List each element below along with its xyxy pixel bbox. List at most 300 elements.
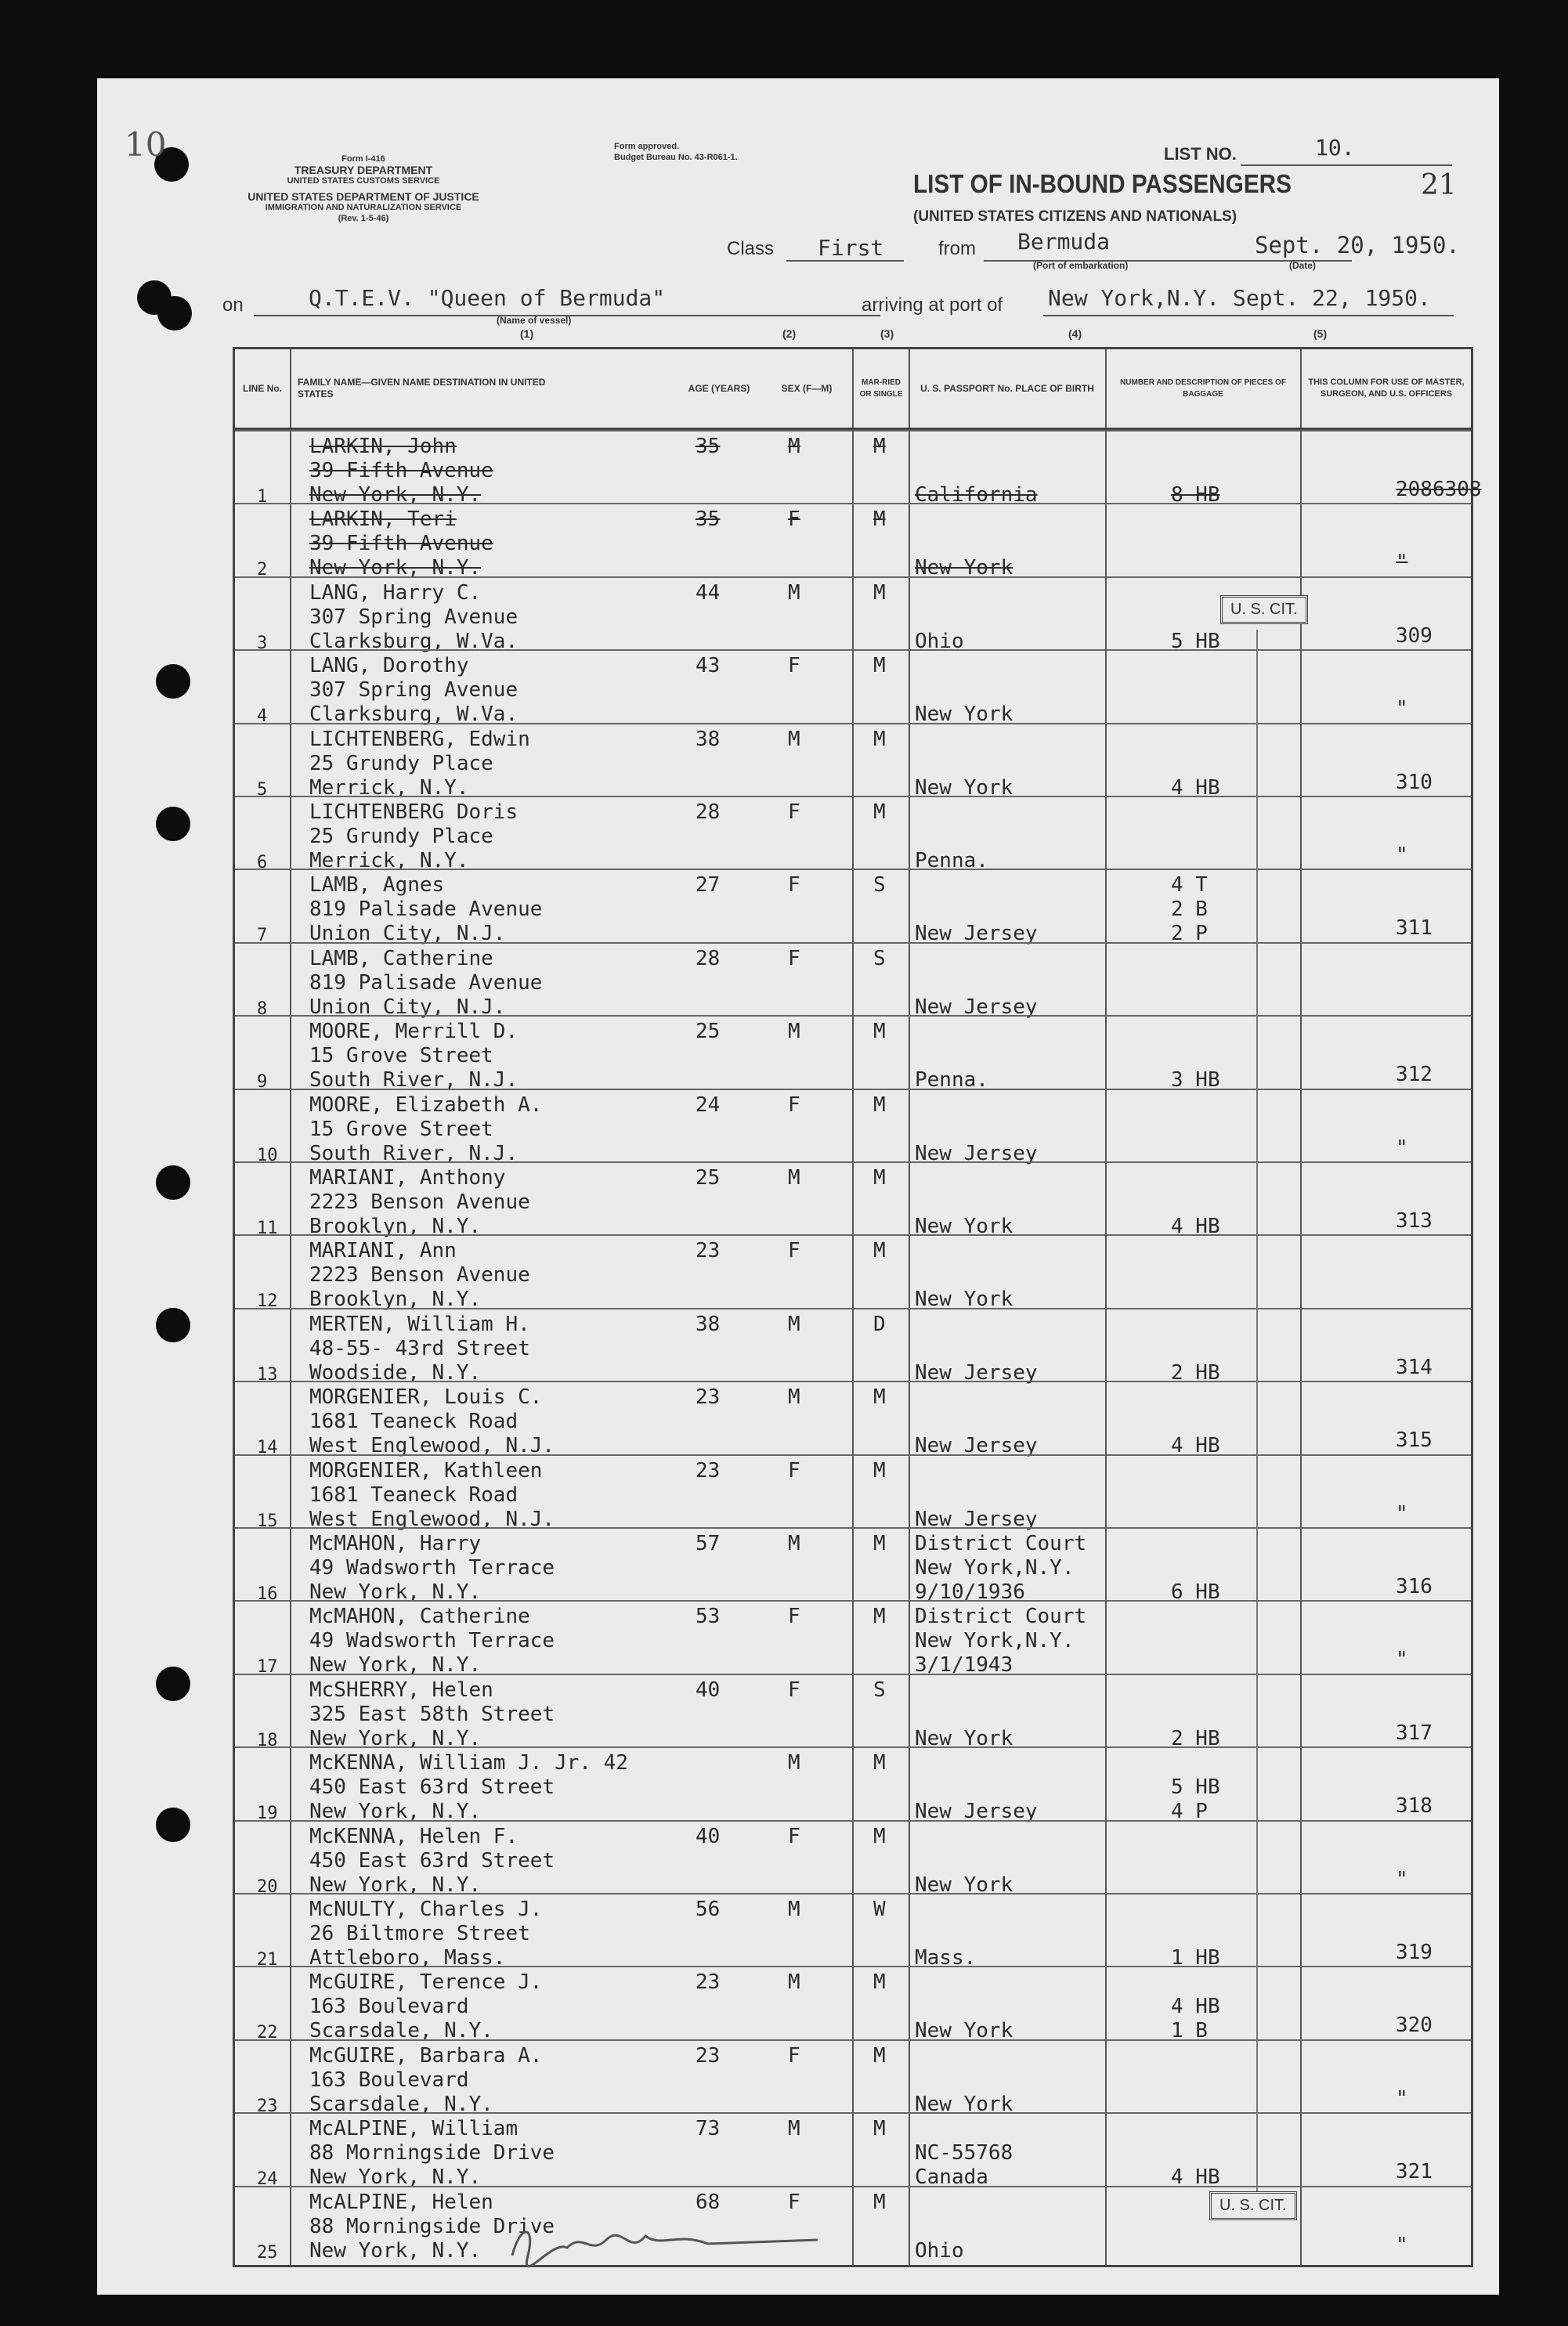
binder-hole [156, 664, 190, 699]
line-number: 14 [257, 1438, 278, 1458]
place-of-birth: New York [915, 702, 1013, 727]
address-street: 25 Grundy Place [309, 751, 493, 775]
passenger-name: LARKIN, John [309, 435, 457, 458]
address-street: 48-55- 43rd Street [309, 1336, 530, 1360]
binder-hole [156, 1808, 190, 1842]
officer-entry: " [1396, 1136, 1408, 1160]
col-num-5: (5) [1313, 327, 1328, 340]
line-number: 24 [257, 2169, 278, 2190]
departure-date: Sept. 20, 1950. [1255, 232, 1460, 258]
binder-hole [156, 807, 190, 841]
place-of-birth: New Jersey [915, 995, 1038, 1019]
line-number: 16 [257, 1584, 278, 1604]
treasury-dept: TREASURY DEPARTMENT [294, 164, 433, 176]
line-number: 9 [257, 1072, 268, 1093]
place-of-birth: New Jersey [915, 922, 1038, 946]
officer-entry: 312 [1396, 1063, 1433, 1087]
age: 35 [695, 435, 721, 458]
place-of-birth: Penna. [915, 1068, 988, 1093]
marital-status: M [873, 2117, 886, 2141]
sex: M [788, 435, 800, 458]
passenger-name: McKENNA, Helen F. [309, 1824, 518, 1848]
marital-status: M [873, 2190, 886, 2214]
sex: M [788, 1970, 800, 1995]
list-no-rule [1241, 164, 1452, 166]
table-row [235, 1161, 1471, 1236]
address-street: 88 Morningside Drive [309, 2141, 555, 2165]
marital-status: M [873, 580, 886, 605]
passport-line1: District Court [915, 1605, 1087, 1629]
port-embark-caption: (Port of embarkation) [1033, 260, 1129, 271]
officer-entry: 319 [1396, 1941, 1433, 1964]
address-city: Merrick, N.Y. [309, 849, 469, 872]
col-num-3: (3) [880, 327, 894, 340]
address-city: New York, N.Y. [309, 1873, 482, 1897]
address-street: 15 Grove Street [309, 1044, 493, 1068]
age: 38 [695, 1312, 721, 1336]
justice-dept: UNITED STATES DEPARTMENT OF JUSTICE [247, 190, 479, 203]
line-number: 22 [257, 2023, 278, 2043]
line-number: 6 [257, 853, 268, 872]
line-number: 4 [257, 706, 268, 727]
address-city: West Englewood, N.J. [309, 1434, 555, 1458]
line-number: 15 [257, 1511, 278, 1531]
officer-entry: " [1396, 697, 1408, 721]
sex: M [788, 1751, 800, 1775]
table-row [235, 1893, 1471, 1970]
officer-entry: 310 [1396, 770, 1433, 794]
passenger-name: McALPINE, Helen [309, 2190, 493, 2214]
marital-status: M [873, 800, 886, 824]
baggage-line3: 4 HB [1171, 1215, 1220, 1238]
sex: M [788, 1385, 800, 1410]
place-of-birth: New York [915, 556, 1013, 580]
baggage-line3: 2 HB [1171, 1360, 1220, 1385]
address-street: 39 Fifth Avenue [309, 532, 493, 556]
address-street: 49 Wadsworth Terrace [309, 1629, 555, 1653]
line-number: 8 [257, 999, 268, 1019]
sex: M [788, 1532, 800, 1555]
col-name: FAMILY NAME—GIVEN NAME DESTINATION IN UNITED STATES [298, 377, 546, 399]
address-city: New York, N.Y. [309, 2238, 482, 2263]
place-of-birth: New York [915, 1726, 1013, 1750]
binder-hole [157, 296, 192, 330]
baggage-line3: 2 P [1171, 922, 1208, 946]
marital-status: M [873, 1385, 886, 1410]
place-of-birth: New York [915, 2092, 1013, 2116]
baggage-line2: 5 HB [1171, 1775, 1220, 1800]
address-city: West Englewood, N.J. [309, 1507, 555, 1531]
address-street: 2223 Benson Avenue [309, 1263, 530, 1288]
officer-entry: 313 [1396, 1209, 1433, 1233]
place-of-birth: Ohio [915, 629, 964, 653]
age: 23 [695, 1385, 721, 1410]
class-value: First [818, 235, 884, 261]
sex: M [788, 1312, 800, 1336]
baggage-line3: 2 HB [1171, 1726, 1220, 1750]
marital-status: M [873, 1532, 886, 1555]
list-no-label: LIST NO. [1164, 144, 1237, 164]
col-married: MAR-RIED OR SINGLE [859, 378, 903, 399]
sex: F [788, 1093, 800, 1117]
arriving-label: arriving at port of [862, 294, 1003, 316]
signature [504, 2209, 833, 2271]
address-city: New York, N.Y. [309, 1726, 482, 1750]
table-row [235, 430, 1482, 507]
marital-status: M [873, 1605, 886, 1629]
passport-line2: NC-55768 [915, 2141, 1013, 2165]
sex: M [788, 2117, 800, 2141]
address-street: 307 Spring Avenue [309, 678, 518, 702]
col-line-no: LINE No. [243, 382, 282, 394]
address-city: Clarksburg, W.Va. [309, 702, 518, 727]
baggage-line3: 3 HB [1171, 1068, 1220, 1093]
line-number: 1 [257, 487, 268, 507]
age: 44 [695, 580, 721, 605]
baggage-line1: 4 T [1171, 873, 1208, 898]
binder-hole [156, 1308, 190, 1342]
budget-bureau: Budget Bureau No. 43-R061-1. [614, 153, 738, 162]
agency-block [230, 154, 497, 224]
line-number: 12 [257, 1291, 278, 1312]
list-no-value: 10. [1315, 135, 1355, 161]
ins-service: IMMIGRATION AND NATURALIZATION SERVICE [265, 203, 462, 212]
age: 53 [695, 1605, 721, 1629]
sex: F [788, 873, 800, 898]
sex: F [788, 507, 800, 532]
form-approved: Form approved. [614, 142, 680, 151]
age: 25 [695, 1020, 721, 1044]
marital-status: D [873, 1312, 886, 1336]
sex: F [788, 1605, 800, 1629]
address-city: Brooklyn, N.Y. [309, 1288, 482, 1312]
address-street: 2223 Benson Avenue [309, 1190, 530, 1214]
address-city: South River, N.J. [309, 1068, 518, 1093]
passenger-name: MORGENIER, Louis C. [309, 1385, 543, 1410]
sex: F [788, 1678, 800, 1702]
place-of-birth: New York [915, 1288, 1013, 1312]
table-row [235, 1746, 1471, 1824]
line-number: 21 [257, 1950, 278, 1970]
manifest-page [97, 78, 1499, 2295]
table-row [235, 942, 1471, 1017]
age: 35 [695, 507, 721, 532]
age: 27 [695, 873, 721, 898]
passenger-name: MARIANI, Anthony [309, 1166, 506, 1190]
passport-line2: New York,N.Y. [915, 1556, 1075, 1580]
line-number: 25 [257, 2242, 278, 2263]
passenger-name: MOORE, Merrill D. [309, 1020, 518, 1044]
officer-entry: 309 [1396, 623, 1433, 648]
officer-entry: 2086308 [1396, 478, 1482, 501]
marital-status: M [873, 435, 886, 458]
baggage-line3: 1 HB [1171, 1946, 1220, 1970]
address-city: Scarsdale, N.Y. [309, 2019, 493, 2043]
place-of-birth: New Jersey [915, 1360, 1038, 1385]
customs-service: UNITED STATES CUSTOMS SERVICE [287, 176, 440, 186]
address-city: Union City, N.J. [309, 995, 506, 1019]
age: 40 [695, 1824, 721, 1848]
passport-line2: New York,N.Y. [915, 1629, 1075, 1653]
address-city: Woodside, N.Y. [309, 1360, 482, 1385]
address-city: Merrick, N.Y. [309, 775, 469, 800]
address-street: 26 Biltmore Street [309, 1922, 530, 1945]
budget-block [614, 141, 738, 163]
passenger-name: McMAHON, Catherine [309, 1605, 530, 1629]
sex: F [788, 1458, 800, 1483]
marital-status: S [873, 1678, 886, 1702]
place-of-birth: New York [915, 1873, 1013, 1897]
officer-entry: 320 [1396, 2014, 1433, 2038]
age: 57 [695, 1532, 721, 1555]
place-of-birth: California [915, 483, 1038, 507]
table-row [235, 1381, 1471, 1458]
line-number: 20 [257, 1876, 278, 1897]
baggage-line3: 5 HB [1171, 629, 1220, 653]
passenger-name: McKENNA, William J. Jr. 42 [309, 1751, 628, 1775]
place-of-birth: 3/1/1943 [915, 1653, 1013, 1678]
address-city: South River, N.J. [309, 1141, 518, 1165]
vessel-caption: (Name of vessel) [497, 315, 572, 326]
marital-status: S [873, 946, 886, 970]
passenger-name: MOORE, Elizabeth A. [309, 1093, 543, 1117]
table-row [235, 2112, 1471, 2190]
officer-entry: " [1396, 843, 1408, 867]
sex: F [788, 800, 800, 824]
place-of-birth: New York [915, 2019, 1013, 2043]
table-row [235, 1966, 1471, 2043]
passenger-name: McALPINE, William [309, 2117, 518, 2141]
passenger-table [233, 347, 1482, 2267]
margin-note: 10 [125, 125, 167, 164]
line-number: 19 [257, 1804, 278, 1824]
col-baggage: NUMBER AND DESCRIPTION OF PIECES OF BAGGAGE [1120, 378, 1286, 399]
page-number: 21 [1421, 169, 1457, 201]
baggage-line2: 4 HB [1171, 1995, 1220, 2019]
place-of-birth: Penna. [915, 849, 988, 872]
us-citizen-stamp: U. S. CIT. [1209, 2191, 1297, 2220]
age: 25 [695, 1166, 721, 1190]
sex: M [788, 1020, 800, 1044]
address-street: 88 Morningside Drive [309, 2214, 555, 2238]
marital-status: M [873, 1970, 886, 1995]
passenger-name: LAMB, Agnes [309, 873, 445, 898]
line-number: 23 [257, 2096, 278, 2116]
col-age: AGE (YEARS) [688, 382, 750, 394]
us-citizen-stamp: U. S. CIT. [1220, 595, 1308, 624]
table-row [235, 503, 1471, 580]
address-street: 819 Palisade Avenue [309, 970, 543, 995]
address-street: 15 Grove Street [309, 1117, 493, 1141]
place-of-birth: New Jersey [915, 1507, 1038, 1531]
age: 23 [695, 2043, 721, 2068]
officer-entry: " [1396, 2233, 1408, 2257]
age: 28 [695, 800, 721, 824]
age: 68 [695, 2190, 721, 2214]
sex: M [788, 1166, 800, 1190]
passenger-name: MERTEN, William H. [309, 1312, 530, 1336]
vessel-name: Q.T.E.V. "Queen of Bermuda" [309, 285, 666, 311]
arrival-port-date: New York,N.Y. Sept. 22, 1950. [1048, 285, 1431, 311]
officer-entry: " [1396, 551, 1408, 575]
baggage-line3: 6 HB [1171, 1580, 1220, 1604]
age: 28 [695, 946, 721, 970]
passenger-name: McGUIRE, Barbara A. [309, 2043, 543, 2068]
baggage-line3: 4 HB [1171, 775, 1220, 800]
marital-status: M [873, 654, 886, 678]
marital-status: M [873, 727, 886, 751]
officer-entry: " [1396, 1501, 1408, 1526]
passenger-name: LARKIN, Teri [309, 507, 457, 532]
line-number: 7 [257, 926, 268, 946]
officer-entry: 316 [1396, 1575, 1433, 1598]
passenger-name: LICHTENBERG, Edwin [309, 727, 530, 751]
address-street: 39 Fifth Avenue [309, 459, 493, 482]
address-street: 450 East 63rd Street [309, 1775, 555, 1800]
address-street: 49 Wadsworth Terrace [309, 1556, 555, 1580]
age: 56 [695, 1898, 721, 1921]
marital-status: M [873, 1751, 886, 1775]
place-of-birth: Canada [915, 2165, 988, 2190]
passenger-name: LANG, Dorothy [309, 654, 469, 678]
table-row [235, 1089, 1471, 1163]
officer-entry: 314 [1396, 1355, 1433, 1379]
passenger-name: McNULTY, Charles J. [309, 1898, 543, 1921]
passenger-name: LICHTENBERG Doris [309, 800, 518, 824]
sex: F [788, 2043, 800, 2068]
marital-status: W [873, 1898, 886, 1921]
col-officers: THIS COLUMN FOR USE OF MASTER, SURGEON, AND U.S. OFFICERS [1308, 377, 1465, 399]
table-row [235, 796, 1471, 870]
col-num-1: (1) [520, 327, 534, 340]
place-of-birth: 9/10/1936 [915, 1580, 1025, 1604]
officer-entry: 311 [1396, 916, 1433, 941]
place-of-birth: New York [915, 1215, 1013, 1238]
table-row [235, 1234, 1471, 1312]
table-row [235, 723, 1471, 800]
address-street: 450 East 63rd Street [309, 1848, 555, 1873]
address-city: Union City, N.J. [309, 922, 506, 946]
marital-status: M [873, 1093, 886, 1117]
col-sex: SEX (F—M) [781, 382, 833, 394]
form-number: Form I-416 [341, 154, 385, 164]
passenger-name: McSHERRY, Helen [309, 1678, 493, 1702]
address-city: Attleboro, Mass. [309, 1946, 506, 1970]
place-of-birth: New York [915, 775, 1013, 800]
marital-status: M [873, 1824, 886, 1848]
col-passport: U. S. PASSPORT No. PLACE OF BIRTH [920, 382, 1094, 394]
document-subtitle: (UNITED STATES CITIZENS AND NATIONALS) [913, 208, 1237, 225]
table-row [235, 1308, 1471, 1385]
table-row [235, 1820, 1471, 1897]
table-row [235, 869, 1471, 946]
address-city: Brooklyn, N.Y. [309, 1215, 482, 1238]
address-street: 307 Spring Avenue [309, 605, 518, 629]
place-of-birth: New Jersey [915, 1434, 1038, 1458]
baggage-line3: 4 HB [1171, 2165, 1220, 2190]
passport-line1: District Court [915, 1532, 1087, 1555]
line-number: 3 [257, 633, 268, 653]
baggage-line2: 2 B [1171, 898, 1208, 922]
line-number: 13 [257, 1364, 278, 1385]
table-row [235, 1527, 1471, 1602]
address-street: 163 Boulevard [309, 2068, 469, 2092]
sex: F [788, 946, 800, 970]
document-title: LIST OF IN-BOUND PASSENGERS [913, 169, 1292, 198]
from-value: Bermuda [1017, 229, 1111, 255]
binder-hole [156, 1667, 190, 1701]
age: 43 [695, 654, 721, 678]
sex: F [788, 1824, 800, 1848]
marital-status: M [873, 1239, 886, 1263]
passenger-name: MORGENIER, Kathleen [309, 1458, 543, 1483]
sex: M [788, 1898, 800, 1921]
address-street: 163 Boulevard [309, 1995, 469, 2019]
from-label: from [938, 238, 976, 259]
address-city: New York, N.Y. [309, 1653, 482, 1678]
table-row [235, 1015, 1471, 1093]
sex: M [788, 580, 800, 605]
age: 23 [695, 1458, 721, 1483]
stamp-connector-line [1256, 630, 1258, 2204]
age: 23 [695, 1970, 721, 1995]
line-number: 10 [257, 1145, 278, 1165]
line-number: 17 [257, 1657, 278, 1678]
officer-entry: " [1396, 2086, 1408, 2111]
marital-status: M [873, 1166, 886, 1190]
table-row [235, 1600, 1471, 1678]
officer-entry: 317 [1396, 1721, 1433, 1745]
place-of-birth: Ohio [915, 2238, 964, 2263]
passenger-name: MARIANI, Ann [309, 1239, 457, 1263]
marital-status: M [873, 507, 886, 532]
address-city: New York, N.Y. [309, 483, 482, 507]
arrival-rule [1043, 315, 1454, 316]
officer-entry: " [1396, 1867, 1408, 1891]
age: 73 [695, 2117, 721, 2141]
officer-entry: 315 [1396, 1428, 1433, 1453]
officer-entry: 321 [1396, 2160, 1433, 2184]
address-city: New York, N.Y. [309, 1580, 482, 1604]
officer-entry: 318 [1396, 1794, 1433, 1819]
col-num-2: (2) [782, 327, 797, 340]
age: 23 [695, 1239, 721, 1263]
baggage-line3: 4 HB [1171, 1434, 1220, 1458]
address-street: 325 East 58th Street [309, 1702, 555, 1726]
sex: F [788, 1239, 800, 1263]
place-of-birth: Mass. [915, 1946, 977, 1970]
officer-entry: " [1396, 1648, 1408, 1672]
marital-status: M [873, 1020, 886, 1044]
address-street: 1681 Teaneck Road [309, 1410, 518, 1434]
marital-status: S [873, 873, 886, 898]
baggage-line3: 1 B [1171, 2019, 1208, 2043]
address-street: 25 Grundy Place [309, 825, 493, 848]
sex: M [788, 727, 800, 751]
address-street: 1681 Teaneck Road [309, 1483, 518, 1507]
table-row [235, 1454, 1471, 1529]
age: 38 [695, 727, 721, 751]
line-number: 11 [257, 1219, 278, 1238]
class-label: Class [727, 238, 775, 259]
on-label: on [222, 294, 244, 316]
place-of-birth: New Jersey [915, 1141, 1038, 1165]
marital-status: M [873, 2043, 886, 2068]
revision: (Rev. 1-5-46) [338, 214, 389, 223]
date-caption: (Date) [1289, 260, 1317, 271]
binder-hole [156, 1165, 190, 1200]
passenger-name: McMAHON, Harry [309, 1532, 482, 1555]
